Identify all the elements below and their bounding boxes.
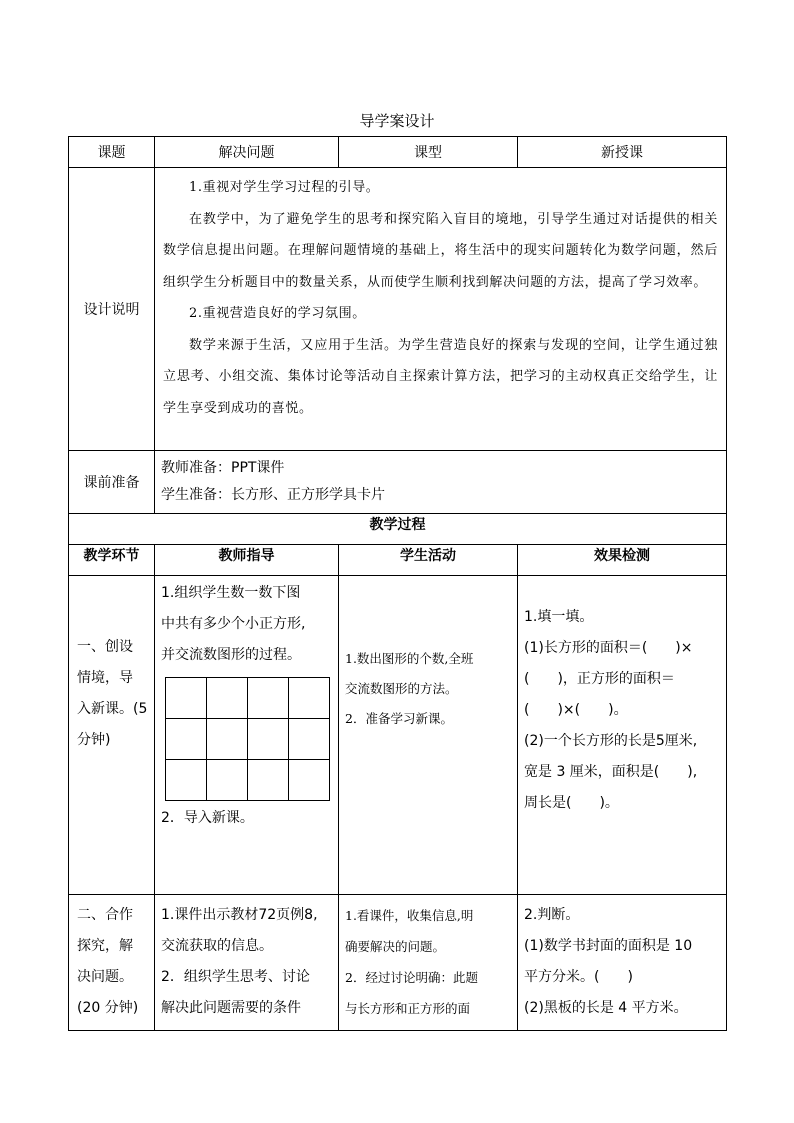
step-line: 二、合作 <box>77 907 133 923</box>
process-columns-row <box>69 545 727 576</box>
document-title: 导学案设计 <box>359 112 435 130</box>
prep-label: 课前准备 <box>69 451 155 514</box>
grid-square <box>166 719 207 760</box>
teacher-line: 并交流数图形的过程。 <box>161 647 301 663</box>
section-1-student <box>339 576 518 895</box>
grid-square <box>166 678 207 719</box>
grid-square <box>207 719 248 760</box>
grid-square <box>289 719 330 760</box>
design-paragraph: 2.重视营造良好的学习氛围。 <box>189 306 366 321</box>
design-paragraph: 数学来源于生活，又应用于生活。为学生营造良好的探索与发现的空间，让学生通过独立思考、小组交流、集体讨论等活动自主探索计算方法，把学习的主动权真正交给学生，让学生享受到成功的喜悦。 <box>163 337 718 416</box>
topic-label: 课题 <box>69 137 155 168</box>
check-line: 宽是 3 厘米，面积是( ), <box>524 764 698 780</box>
step-line: 探究，解 <box>77 938 133 954</box>
column-header: 教师指导 <box>155 545 339 576</box>
step-line: 入新课。(5 <box>77 701 148 717</box>
lesson-plan-table <box>68 136 727 1031</box>
section-2-step <box>69 895 155 1031</box>
step-line: 一、创设 <box>77 639 133 655</box>
step-line: 决问题。 <box>77 969 133 985</box>
section-2-row <box>69 895 727 1031</box>
section-1-teacher <box>155 576 339 895</box>
step-line: 分钟) <box>77 732 111 748</box>
student-line: 2．准备学习新课。 <box>345 711 453 726</box>
grid-square <box>289 678 330 719</box>
section-1-row <box>69 576 727 895</box>
teacher-line: 中共有多少个小正方形, <box>161 616 306 632</box>
check-line: (2)一个长方形的长是5厘米, <box>524 733 698 749</box>
column-header: 教学环节 <box>69 545 155 576</box>
square-grid-figure <box>165 677 332 801</box>
section-2-teacher <box>155 895 339 1031</box>
teacher-line: 1.组织学生数一数下图 <box>161 585 301 601</box>
square-grid <box>165 677 330 801</box>
section-2-student <box>339 895 518 1031</box>
design-content <box>155 168 727 451</box>
check-line: 平方分米。( ) <box>524 969 633 985</box>
section-1-step <box>69 576 155 895</box>
design-row <box>69 168 727 451</box>
check-line: ( )×( )。 <box>524 702 628 718</box>
check-line: 周长是( )。 <box>524 795 619 811</box>
grid-square <box>166 760 207 801</box>
teacher-line: 2．导入新课。 <box>161 810 254 826</box>
column-header: 效果检测 <box>518 545 727 576</box>
section-2-check <box>518 895 727 1031</box>
teacher-prep: 教师准备：PPT课件 <box>161 460 285 476</box>
column-header: 学生活动 <box>339 545 518 576</box>
teacher-line: 交流获取的信息。 <box>161 938 273 954</box>
teacher-line: 2．组织学生思考、讨论 <box>161 969 310 985</box>
header-row <box>69 137 727 168</box>
process-title-row <box>69 514 727 545</box>
design-label: 设计说明 <box>69 168 155 451</box>
step-line: 情境，导 <box>77 670 133 686</box>
design-paragraph: 在教学中，为了避免学生的思考和探究陷入盲目的境地，引导学生通过对话提供的相关数学信息提出问题。在理解问题情境的基础上，将生活中的现实问题转化为数学问题，然后组织学生分析题目中的数量关系，从而使学生顺利找到解决问题的方法，提高了学习效率。 <box>163 211 718 290</box>
student-line: 1.看课件，收集信息,明 <box>345 908 474 923</box>
check-line: (1)长方形的面积＝( )× <box>524 640 693 656</box>
student-line: 2．经过讨论明确：此题 <box>345 970 478 985</box>
process-title: 教学过程 <box>69 514 727 545</box>
grid-square <box>248 678 289 719</box>
grid-square <box>207 760 248 801</box>
check-line: 2.判断。 <box>524 907 580 923</box>
prep-content <box>155 451 727 514</box>
step-line: (20 分钟) <box>77 1000 139 1016</box>
design-paragraph: 1.重视对学生学习过程的引导。 <box>189 180 380 195</box>
grid-square <box>207 678 248 719</box>
type-value: 新授课 <box>518 137 727 168</box>
check-line: (1)数学书封面的面积是 10 <box>524 938 693 954</box>
type-label: 课型 <box>339 137 518 168</box>
check-line: (2)黑板的长是 4 平方米。 <box>524 1000 688 1016</box>
student-line: 确要解决的问题。 <box>345 939 446 954</box>
topic-value: 解决问题 <box>155 137 339 168</box>
prep-row <box>69 451 727 514</box>
teacher-line: 解决此问题需要的条件 <box>161 1000 301 1016</box>
check-line: 1.填一填。 <box>524 609 594 625</box>
grid-square <box>289 760 330 801</box>
teacher-line: 1.课件出示教材72页例8, <box>161 907 318 923</box>
check-line: ( )，正方形的面积＝ <box>524 671 675 687</box>
grid-square <box>248 719 289 760</box>
student-line: 1.数出图形的个数,全班 <box>345 651 474 666</box>
student-prep: 学生准备：长方形、正方形学具卡片 <box>161 487 385 503</box>
student-line: 交流数图形的方法。 <box>345 681 458 696</box>
student-line: 与长方形和正方形的面 <box>345 1001 471 1016</box>
grid-square <box>248 760 289 801</box>
section-1-check <box>518 576 727 895</box>
